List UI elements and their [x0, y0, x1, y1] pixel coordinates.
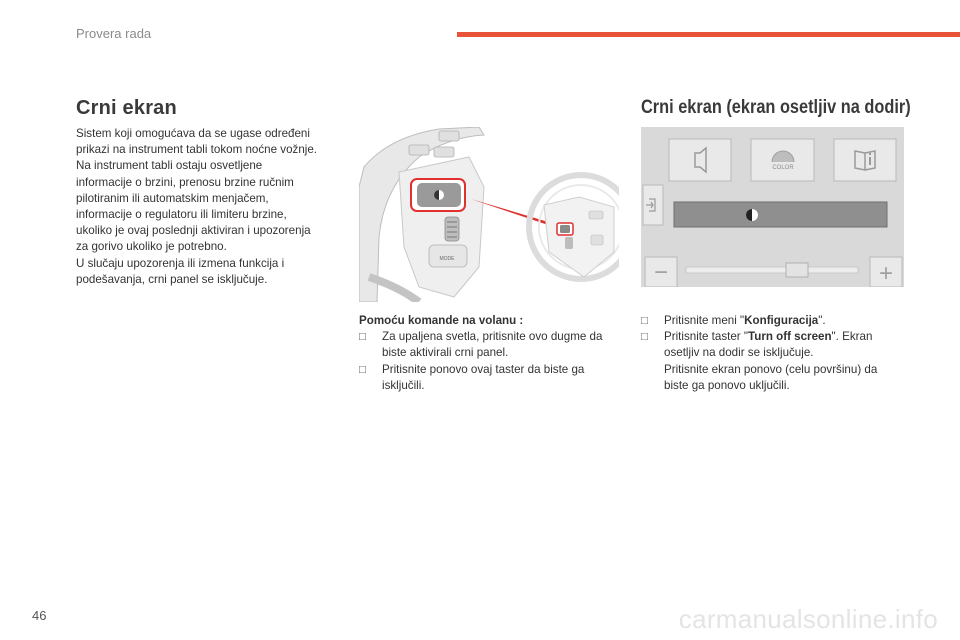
- menu-keyword: Konfiguracija: [744, 314, 819, 327]
- section-title: Provera rada: [76, 26, 152, 41]
- heading-touch-screen: Crni ekran (ekran osetljiv na dodir): [641, 97, 911, 118]
- touch-screen-illustration: [641, 127, 904, 287]
- touch-step-1: [641, 313, 911, 329]
- header-accent-bar: [457, 32, 960, 37]
- paragraph-line: ukoliko je ovaj poslednji aktiviran i upozorenja: [76, 224, 311, 238]
- steering-instructions: [359, 313, 629, 394]
- steering-step-1: [359, 329, 629, 361]
- step-line: osetljiv na dodir se isključuje.: [664, 346, 814, 360]
- step-line: Pritisnite ekran ponovo (celu površinu) da: [664, 362, 878, 376]
- intro-paragraph: [76, 126, 342, 288]
- paragraph-line: informacije o brzini, prenosu brzine ručnim: [76, 175, 294, 189]
- step-line: [664, 313, 911, 329]
- step-line: Za upaljena svetla, pritisnite ovo dugme da: [382, 330, 603, 344]
- touch-step-2: [641, 329, 911, 394]
- heading-black-panel: Crni ekran: [76, 97, 177, 119]
- watermark: carmanualsonline.info: [678, 604, 938, 634]
- brightness-slider-thumb: [786, 263, 808, 277]
- touch-screen-instructions: [641, 313, 911, 394]
- turn-off-screen-button: [674, 202, 887, 227]
- color-label: COLOR: [772, 165, 794, 171]
- checkbox-bullet-icon: □: [359, 362, 367, 376]
- page-number: 46: [32, 608, 47, 623]
- sound-button: [669, 139, 731, 181]
- step-text: ". Ekran: [831, 330, 873, 344]
- paragraph-line: informacije o regulatoru ili limiteru brzine,: [76, 208, 287, 222]
- plus-label: +: [878, 260, 894, 287]
- paragraph-line: Na instrument tabli ostaju osvetljene: [76, 159, 263, 173]
- steering-subhead: Pomoću komande na volanu :: [359, 314, 524, 327]
- info-book-button: [834, 139, 896, 181]
- side-button: [643, 185, 663, 225]
- checkbox-bullet-icon: □: [641, 330, 649, 344]
- step-line: Pritisnite ponovo ovaj taster da biste ga: [382, 362, 585, 376]
- step-text: ".: [818, 314, 826, 327]
- step-text: Pritisnite taster ": [664, 330, 749, 344]
- paragraph-line: prikazi na instrument tabli tokom noćne vožnje.: [76, 143, 318, 157]
- paragraph-line: U slučaju upozorenja ili izmena funkcija i: [76, 256, 285, 270]
- steering-wheel-illustration: [359, 127, 619, 302]
- step-line: biste ga ponovo uključili.: [664, 378, 790, 392]
- step-line: isključili.: [382, 378, 425, 392]
- step-line: [664, 329, 911, 345]
- color-button: [751, 139, 814, 181]
- checkbox-bullet-icon: □: [359, 330, 367, 344]
- button-keyword: Turn off screen: [748, 330, 832, 344]
- mode-label: MODE: [439, 256, 455, 262]
- checkbox-bullet-icon: □: [641, 314, 649, 327]
- brightness-slider-track: [686, 267, 858, 273]
- paragraph-line: pilotiranim ili automatskim menjačem,: [76, 191, 269, 205]
- step-text: Pritisnite meni ": [664, 314, 745, 327]
- step-line: biste aktivirali crni panel.: [382, 346, 509, 360]
- paragraph-line: podešavanja, crni panel se isključuje.: [76, 272, 268, 286]
- steering-step-2: [359, 362, 629, 394]
- minus-label: −: [653, 259, 669, 286]
- paragraph-line: za gorivo ukoliko je potrebno.: [76, 240, 227, 254]
- paragraph-line: Sistem koji omogućava da se ugase određeni: [76, 127, 310, 140]
